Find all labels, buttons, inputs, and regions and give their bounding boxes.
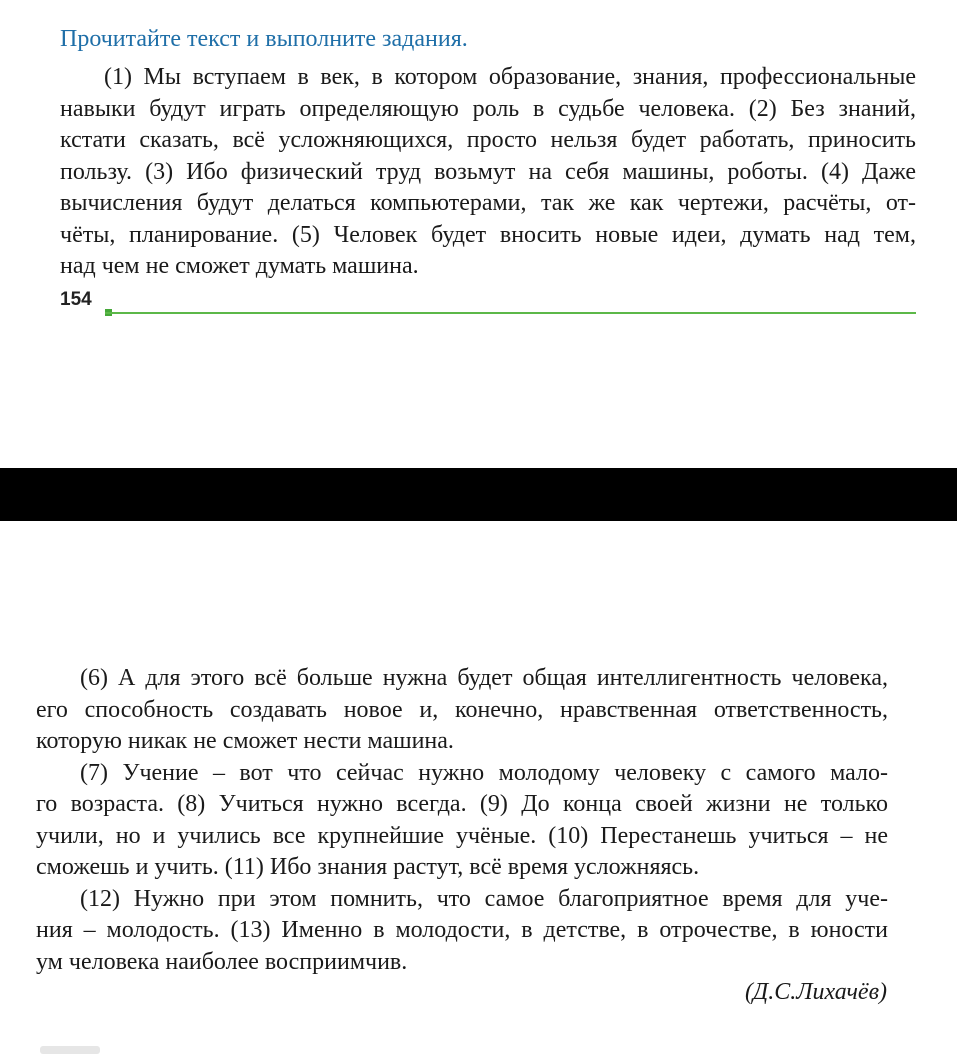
text-line: вычисления будут делаться компьютерами, так же как чертежи, расчёты, от- bbox=[60, 190, 916, 216]
text-line: которую никак не сможет нести машина. bbox=[36, 728, 454, 754]
text-line: ния – молодость. (13) Именно в молодости, в детстве, в отрочестве, в юности bbox=[36, 917, 888, 943]
text-line: пользу. (3) Ибо физический труд возьмут на себя машины, роботы. (4) Даже bbox=[60, 158, 916, 185]
next-page-hint bbox=[40, 1046, 100, 1054]
text-paragraph-1 bbox=[60, 62, 916, 283]
text-line: (12) Нужно при этом помнить, что самое благоприятное время для уче- bbox=[80, 885, 888, 912]
task-heading: Прочитайте текст и выполните задания. bbox=[60, 26, 468, 52]
text-line: (1) Мы вступаем в век, в котором образование, знания, профессиональные bbox=[104, 64, 916, 90]
text-line: учили, но и учились все крупнейшие учёные. (10) Перестанешь учиться – не bbox=[36, 822, 888, 849]
page-gap-band bbox=[0, 468, 957, 521]
text-line: над чем не сможет думать машина. bbox=[60, 253, 419, 279]
footer-rule bbox=[105, 312, 916, 314]
text-line: навыки будут играть определяющую роль в судьбе человека. (2) Без знаний, bbox=[60, 95, 916, 122]
text-line: (7) Учение – вот что сейчас нужно молодому человеку с самого мало- bbox=[80, 759, 888, 786]
text-line: кстати сказать, всё усложняющихся, просто нельзя будет работать, приносить bbox=[60, 127, 916, 153]
text-line: ум человека наиболее восприимчив. bbox=[36, 948, 408, 975]
text-line: го возраста. (8) Учиться нужно всегда. (9) До конца своей жизни не только bbox=[36, 791, 888, 817]
page-number: 154 bbox=[60, 289, 92, 310]
top-page bbox=[0, 0, 957, 468]
text-paragraphs-2 bbox=[36, 663, 888, 978]
text-line: сможешь и учить. (11) Ибо знания растут, всё время усложняясь. bbox=[36, 854, 700, 880]
author-signature: (Д.С.Лихачёв) bbox=[744, 979, 887, 1005]
text-line: (6) А для этого всё больше нужна будет общая интеллигентность человека, bbox=[80, 665, 888, 691]
text-line: чёты, планирование. (5) Человек будет вносить новые идеи, думать над тем, bbox=[60, 221, 916, 248]
text-line: его способность создавать новое и, конечно, нравственная ответственность, bbox=[36, 696, 888, 723]
